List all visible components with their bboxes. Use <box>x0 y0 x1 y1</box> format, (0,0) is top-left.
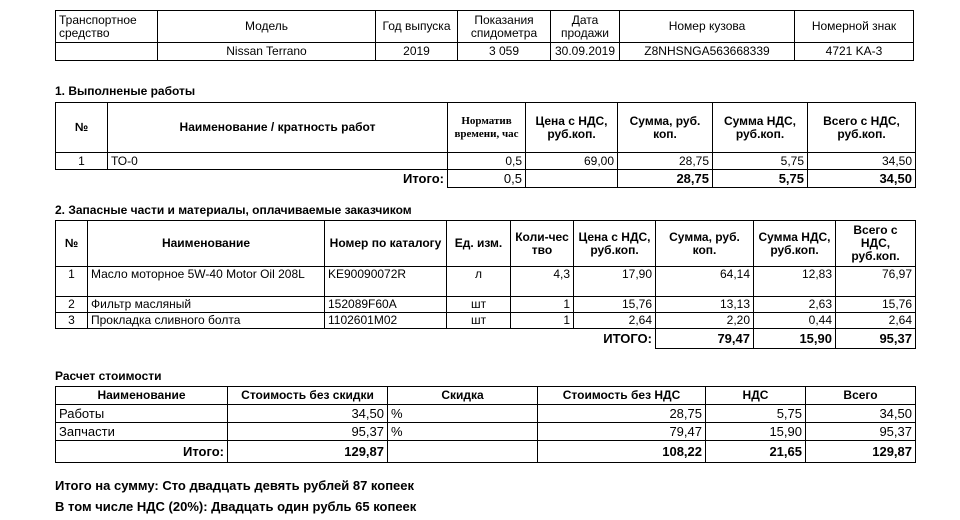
parts-cell-num: 3 <box>56 313 88 329</box>
parts-header-qty: Коли-чество <box>511 221 574 267</box>
vehicle-value-plate: 4721 KA-3 <box>795 43 914 61</box>
total-in-words: Итого на сумму: Сто двадцать девять рублей 87 копеек <box>55 478 415 493</box>
parts-header-num: № <box>56 221 88 267</box>
parts-cell-unit: шт <box>447 313 511 329</box>
table-row <box>56 313 916 329</box>
parts-cell-price: 15,76 <box>574 297 656 313</box>
calc-header-vat: НДС <box>706 387 806 405</box>
vat-in-words: В том числе НДС (20%): Двадцать один рубль 65 копеек <box>55 499 417 514</box>
parts-cell-unit: л <box>447 267 511 297</box>
calc-cell-without-vat: 79,47 <box>538 423 706 441</box>
parts-cell-name: Фильтр масляный <box>88 297 325 313</box>
calc-table <box>55 386 916 463</box>
vehicle-value-year: 2019 <box>376 43 458 61</box>
parts-cell-total: 76,97 <box>836 267 916 297</box>
calc-cell-discount: % <box>388 423 538 441</box>
works-header-norm: Норматив времени, час <box>448 103 526 153</box>
calc-cell-total: 95,37 <box>806 423 916 441</box>
parts-cell-qty: 4,3 <box>511 267 574 297</box>
calc-total-discount <box>388 441 538 463</box>
parts-header-sum: Сумма, руб. коп. <box>656 221 754 267</box>
parts-cell-catalog: KE90090072R <box>325 267 447 297</box>
vehicle-value-body-number: Z8NHSNGA563668339 <box>620 43 795 61</box>
works-section-title: 1. Выполненые работы <box>55 84 196 98</box>
parts-header-unit: Ед. изм. <box>447 221 511 267</box>
calc-total-before-discount: 129,87 <box>228 441 388 463</box>
parts-header-name: Наименование <box>88 221 325 267</box>
parts-total-vat: 15,90 <box>754 329 836 349</box>
works-header-num: № <box>56 103 108 153</box>
parts-cell-sum: 64,14 <box>656 267 754 297</box>
works-header-name: Наименование / кратность работ <box>108 103 448 153</box>
parts-total-all: 95,37 <box>836 329 916 349</box>
vehicle-header-sale-date: Дата продажи <box>551 11 620 43</box>
vehicle-header-plate: Номерной знак <box>795 11 914 43</box>
parts-cell-price: 17,90 <box>574 267 656 297</box>
works-cell-price: 69,00 <box>526 153 618 170</box>
parts-cell-vat: 12,83 <box>754 267 836 297</box>
parts-header-catalog: Номер по каталогу <box>325 221 447 267</box>
vehicle-value-model: Nissan Terrano <box>158 43 376 61</box>
parts-cell-num: 2 <box>56 297 88 313</box>
table-row <box>56 267 916 297</box>
calc-header-discount: Скидка <box>388 387 538 405</box>
vehicle-header-body-number: Номер кузова <box>620 11 795 43</box>
parts-header-total: Всего с НДС, руб.коп. <box>836 221 916 267</box>
works-total-vat: 5,75 <box>713 170 808 188</box>
calc-cell-discount: % <box>388 405 538 423</box>
works-header-vat: Сумма НДС, руб.коп. <box>713 103 808 153</box>
parts-table <box>55 220 916 349</box>
parts-cell-vat: 2,63 <box>754 297 836 313</box>
table-row <box>56 423 916 441</box>
parts-header-price: Цена с НДС, руб.коп. <box>574 221 656 267</box>
calc-total-label: Итого: <box>56 441 228 463</box>
calc-total-vat: 21,65 <box>706 441 806 463</box>
vehicle-table <box>55 10 914 61</box>
parts-cell-catalog: 152089F60A <box>325 297 447 313</box>
calc-header-total: Всего <box>806 387 916 405</box>
parts-cell-price: 2,64 <box>574 313 656 329</box>
parts-cell-sum: 13,13 <box>656 297 754 313</box>
parts-section-title: 2. Запасные части и материалы, оплачиваемые заказчиком <box>55 203 412 217</box>
works-cell-total: 34,50 <box>808 153 916 170</box>
works-header-price: Цена с НДС, руб.коп. <box>526 103 618 153</box>
parts-cell-sum: 2,20 <box>656 313 754 329</box>
parts-cell-total: 2,64 <box>836 313 916 329</box>
works-total-all: 34,50 <box>808 170 916 188</box>
calc-cell-vat: 5,75 <box>706 405 806 423</box>
calc-total-without-vat: 108,22 <box>538 441 706 463</box>
vehicle-header-year: Год выпуска <box>376 11 458 43</box>
works-header-sum: Сумма, руб. коп. <box>618 103 713 153</box>
works-cell-sum: 28,75 <box>618 153 713 170</box>
works-cell-num: 1 <box>56 153 108 170</box>
calc-cell-name: Работы <box>56 405 228 423</box>
calc-cell-name: Запчасти <box>56 423 228 441</box>
table-row <box>56 405 916 423</box>
calc-cell-before-discount: 34,50 <box>228 405 388 423</box>
works-cell-norm: 0,5 <box>448 153 526 170</box>
parts-cell-vat: 0,44 <box>754 313 836 329</box>
parts-cell-qty: 1 <box>511 297 574 313</box>
works-total-norm: 0,5 <box>448 170 526 188</box>
parts-cell-num: 1 <box>56 267 88 297</box>
works-table <box>55 102 916 188</box>
works-total-sum: 28,75 <box>618 170 713 188</box>
vehicle-value-sale-date: 30.09.2019 <box>551 43 620 61</box>
vehicle-header-transport: Транспортное средство <box>56 11 158 43</box>
calc-header-name: Наименование <box>56 387 228 405</box>
parts-cell-name: Масло моторное 5W-40 Motor Oil 208L <box>88 267 325 297</box>
parts-cell-catalog: 1102601M02 <box>325 313 447 329</box>
calc-cell-before-discount: 95,37 <box>228 423 388 441</box>
calc-cell-vat: 15,90 <box>706 423 806 441</box>
table-row <box>56 153 916 170</box>
works-total-label: Итого: <box>108 170 448 188</box>
parts-total-label: ИТОГО: <box>603 331 652 347</box>
calc-total-all: 129,87 <box>806 441 916 463</box>
calc-section-title: Расчет стоимости <box>55 369 162 383</box>
calc-cell-total: 34,50 <box>806 405 916 423</box>
table-row <box>56 297 916 313</box>
calc-cell-without-vat: 28,75 <box>538 405 706 423</box>
parts-cell-total: 15,76 <box>836 297 916 313</box>
parts-total-sum: 79,47 <box>656 329 754 349</box>
parts-cell-unit: шт <box>447 297 511 313</box>
parts-cell-qty: 1 <box>511 313 574 329</box>
works-cell-vat: 5,75 <box>713 153 808 170</box>
calc-header-without-vat: Стоимость без НДС <box>538 387 706 405</box>
vehicle-header-odometer: Показания спидометра <box>458 11 551 43</box>
vehicle-value-odometer: 3 059 <box>458 43 551 61</box>
works-cell-name: ТО-0 <box>108 153 448 170</box>
parts-header-vat: Сумма НДС, руб.коп. <box>754 221 836 267</box>
works-header-total: Всего с НДС, руб.коп. <box>808 103 916 153</box>
vehicle-value-transport <box>56 43 158 61</box>
calc-header-before-discount: Стоимость без скидки <box>228 387 388 405</box>
parts-cell-name: Прокладка сливного болта <box>88 313 325 329</box>
vehicle-header-model: Модель <box>158 11 376 43</box>
